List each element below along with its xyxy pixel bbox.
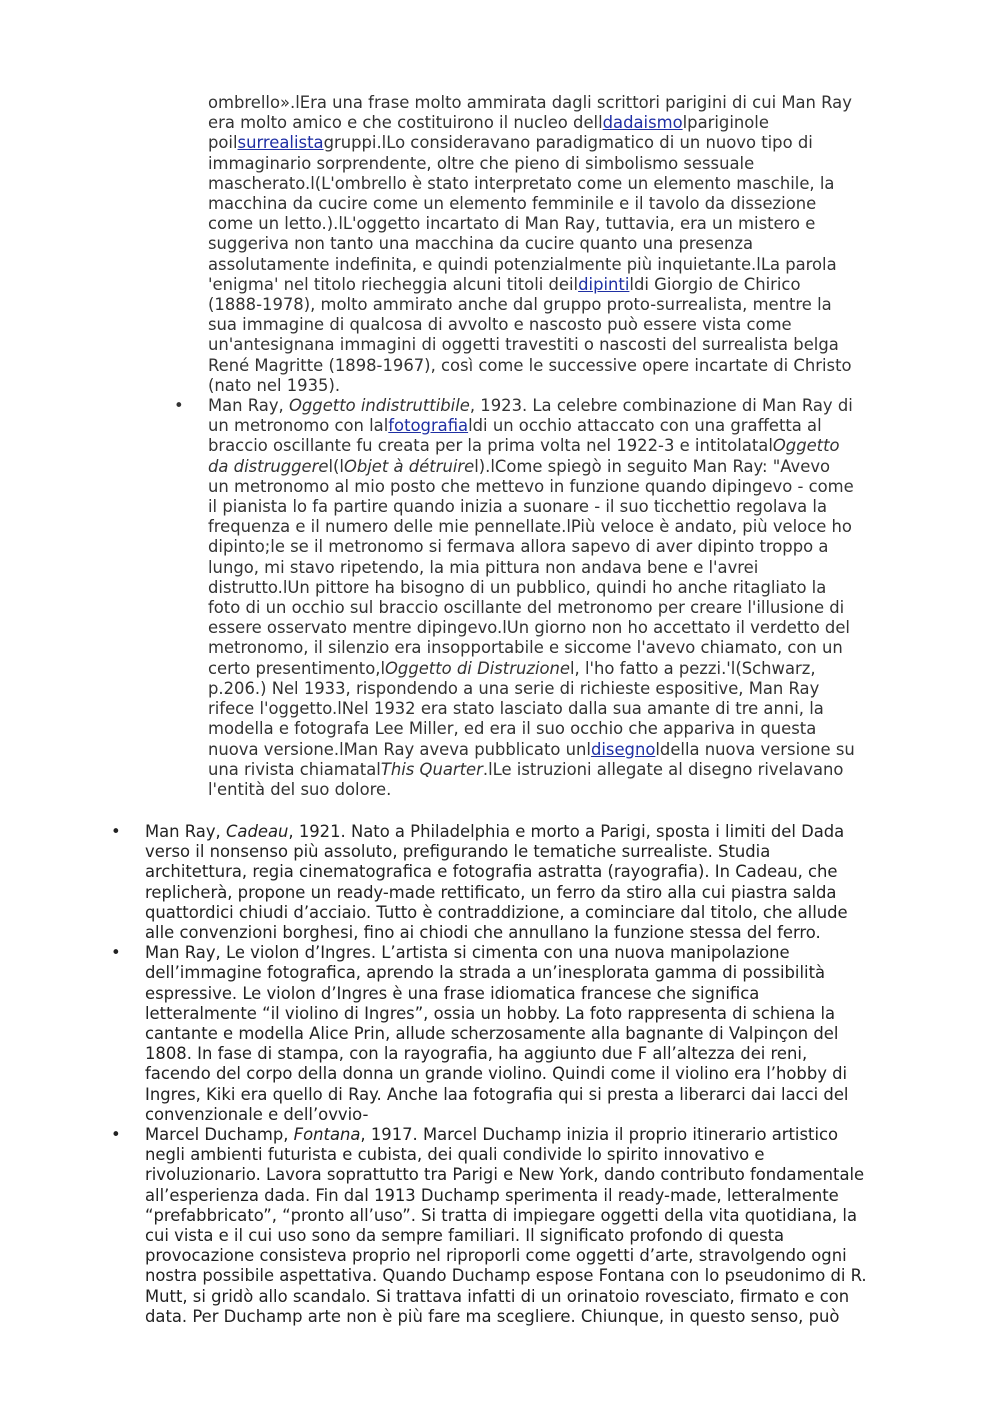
text-line: immaginario sorprendente, oltre che pieno di simbolismo sessuale [208,153,755,173]
text-line: frequenza e il numero delle mie pennellate.lPiù veloce è andato, più veloce ho [208,517,852,537]
text-line: espressive. Le violon d’Ingres è una frase idiomatica francese che significa [145,983,760,1003]
text-line: un metronomo al mio posto che mettevo in funzione quando dipingevo - come [208,476,854,496]
text-line: negli ambienti futurista e cubista, dei quali condivide lo spirito innovativo e [145,1145,765,1165]
text-line: mascherato.l(L'ombrello è stato interpretato come un elemento maschile, la [208,173,835,193]
text-line: nuova versione.lMan Ray aveva pubblicato unldisegnoldella nuova versione su [208,739,855,759]
italic-title: Oggetto [772,436,840,456]
text-line: come un letto.).lL'oggetto incartato di Man Ray, tuttavia, era un mistero e [208,214,816,234]
link-dipinti[interactable]: dipinti [578,274,630,294]
text-line: René Magritte (1898-1967), così come le successive opere incartate di Christo [208,355,852,375]
text-line: Ingres, Kiki era quello di Ray. Anche laa fotografia qui si presta a liberarci dai lacci del [145,1084,849,1104]
text-line: una rivista chiamatalThis Quarter.lLe istruzioni allegate al disegno rivelavano [208,759,844,779]
text-line: verso il nonsenso più assoluto, prefigurando le tematiche surrealiste. Studia [145,842,771,862]
text-line: architettura, regia cinematografica e fotografia astratta (rayografia). In Cadeau, che [145,862,838,882]
text-line: suggeriva non tanto una macchina da cucire quanto una presenza [208,234,753,254]
text-line: sua immagine di qualcosa di avvolto e nascosto può essere vista come [208,315,792,335]
text-line: • Marcel Duchamp, Fontana, 1917. Marcel Duchamp inizia il proprio itinerario artistico [145,1125,839,1145]
italic-title: Oggetto di Distruzione [385,658,570,678]
text-line: all’esperienza dada. Fin dal 1913 Duchamp sperimenta il ready-made, letteralmente [145,1185,839,1205]
text-line: era molto amico e che costituirono il nucleo delldadaismolpariginole [208,113,769,133]
text-line: Mutt, si gridò allo scandalo. Si trattava infatti di un orinatoio rovesciato, firmato e con [145,1286,850,1306]
text-line: • Man Ray, Oggetto indistruttibile, 1923. La celebre combinazione di Man Ray di [208,396,853,416]
main-list [145,822,915,1327]
text-line: p.206.) Nel 1933, rispondendo a una serie di richieste espositive, Man Ray [208,678,820,698]
text-line: provocazione consisteva proprio nel riproporli come oggetti d’arte, stravolgendo ogni [145,1246,847,1266]
italic-title: Objet à détruire [343,456,475,476]
text-line: (nato nel 1935). [208,375,341,395]
text-line: ombrello».lEra una frase molto ammirata dagli scrittori parigini di cui Man Ray [208,93,852,112]
text-line: macchina da cucire come un elemento femminile e il tavolo da dissezione [208,194,817,214]
text-line: certo presentimento,lOggetto di Distruzionel, l'ho fatto a pezzi.'l(Schwarz, [208,658,816,678]
text-line: “prefabbricato”, “pronto all’uso”. Si tratta di impiegare oggetti della vita quotidiana, la [145,1205,858,1225]
text-line: rifece l'oggetto.lNel 1932 era stato lasciato dalla sua amante di tre anni, la [208,699,824,719]
text-line: il pianista lo fa partire quando inizia a suonare - il suo ticchettio regolava la [208,497,828,517]
text-line: nostra possibile aspettativa. Quando Duchamp espose Fontana con lo pseudonimo di R. [145,1266,867,1286]
text-line: rivoluzionario. Lavora soprattutto tra Parigi e New York, dando contributo fondamentale [145,1165,865,1185]
text-line: • Man Ray, Le violon d’Ingres. L’artista si cimenta con una nuova manipolazione [145,943,790,963]
text-line: cantante e modella Alice Prin, allude scherzosamente alla bagnante di Valpinçon del [145,1024,839,1044]
text-line: un'antesignana immagini di oggetti travestiti o nascosti del surrealista belga [208,335,839,355]
link-dadaismo[interactable]: dadaismo [602,113,683,133]
text-line: (1888-1978), molto ammirato anche dal gruppo proto-surrealista, mentre la [208,295,832,315]
text-line: replicherà, propone un ready-made rettificato, un ferro da stiro alla cui piastra salda [145,882,837,902]
text-line: facendo del corpo della donna un grande violino. Quindi come il violino era l’hobby di [145,1064,848,1084]
text-line: alle convenzioni borghesi, fino ai chiodi che annullano la funzione stessa del ferro. [145,923,821,943]
text-line: distrutto.lUn pittore ha bisogno di un pubblico, quindi ho anche ritagliato la [208,577,827,597]
link-disegno[interactable]: disegno [590,739,656,759]
text-line: foto di un occhio sul braccio oscillante del metronomo per creare l'illusione di [208,598,845,618]
text-line: • Man Ray, Cadeau, 1921. Nato a Philadelphia e morto a Parigi, sposta i limiti del Dada [145,822,845,841]
text-line: lungo, mi stavo ripetendo, la mia pittura non andava bene e l'avrei [208,557,759,577]
text-line: l'entità del suo dolore. [208,779,392,799]
text-line: dipinto;le se il metronomo si fermava allora sapevo di aver dipinto troppo a [208,537,829,557]
text-line: convenzionale e dell’ovvio- [145,1104,369,1124]
italic-title: Oggetto indistruttibile [288,396,470,416]
link-fotografia[interactable]: fotografia [388,416,469,436]
italic-title: This Quarter [380,759,483,779]
text-line: 'enigma' nel titolo riecheggia alcuni titoli deildipintildi Giorgio de Chirico [208,274,801,294]
italic-title: da distruggere [208,456,329,476]
text-line: metronomo, il silenzio era insopportabile e siccome l'avevo chiamato, con un [208,638,843,658]
text-line: 1808. In fase di stampa, con la rayografia, ha aggiunto due F all’altezza dei reni, [145,1044,808,1064]
list-item-oggetto-indistruttibile [208,396,918,800]
text-line: quattordici chiudi d’acciaio. Tutto è contraddizione, a cominciare dal titolo, che allude [145,902,848,922]
text-line: modella e fotografa Lee Miller, ed era il suo occhio che appariva in questa [208,719,817,739]
text-line: essere osservato mentre dipingevo.lUn giorno non ho accettato il verdetto del [208,618,850,638]
list-item-fontana [145,1125,915,1327]
text-line: assolutamente indefinita, e quindi potenzialmente più inquietante.lLa parola [208,254,837,274]
nested-list [208,93,918,800]
list-item-violon-ingres [145,943,915,1125]
text-line: un metronomo con lalfotografialdi un occhio attaccato con una graffetta al [208,416,822,436]
text-line: data. Per Duchamp arte non è più fare ma scegliere. Chiunque, in questo senso, può [145,1306,840,1326]
italic-title: Fontana [293,1125,361,1145]
text-line: da distruggerel(lObjet à détruirel).lCome spiegò in seguito Man Ray: "Avevo [208,456,831,476]
link-surrealista[interactable]: surrealista [237,133,324,153]
italic-title: Cadeau [225,822,289,841]
text-line: letteralmente “il violino di Ingres”, ossia un hobby. La foto rappresenta di schiena la [145,1003,836,1023]
text-line: dell’immagine fotografica, aprendo la strada a un’inesplorata gamma di possibilità [145,963,826,983]
list-item-ombrello-continuation [208,93,918,396]
text-line: cui vista e il cui uso sono da sempre familiari. Il significato profondo di questa [145,1226,785,1246]
text-line: poilsurrealistagruppi.lLo consideravano paradigmatico di un nuovo tipo di [208,133,813,153]
text-line: braccio oscillante fu creata per la prima volta nel 1922-3 e intitolatalOggetto [208,436,840,456]
list-item-cadeau [145,822,915,943]
